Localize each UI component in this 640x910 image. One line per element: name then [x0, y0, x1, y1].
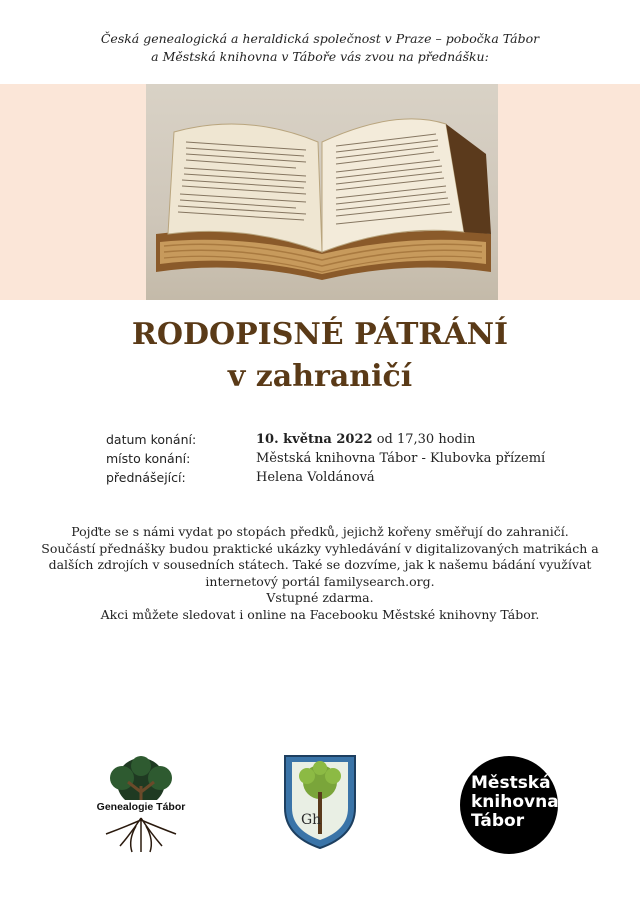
shield-icon: [283, 754, 357, 850]
lecture-title: [0, 314, 640, 398]
description-text: [20, 524, 620, 623]
genealogie-tabor-logo: [92, 756, 190, 854]
speaker-label: přednášející:: [106, 470, 186, 485]
coat-of-arms-logo: [283, 754, 357, 850]
description-line: Pojďte se s námi vydat po stopách předků, jejichž kořeny směřují do zahraničí.: [71, 524, 569, 539]
description-line: dalších zdrojích v sousedních státech. Také se dozvíme, jak k našemu bádání využívat: [48, 557, 592, 572]
old-book-photo: [146, 84, 498, 300]
speaker-row: [106, 468, 586, 487]
intro-line-2: a Městská knihovna v Táboře vás zvou na přednášku:: [151, 49, 489, 64]
genealogie-logo-text: Genealogie Tábor: [88, 800, 194, 814]
intro-text: [0, 30, 640, 66]
description-line: Vstupné zdarma.: [266, 590, 374, 605]
library-logo-line-1: Městská: [471, 773, 551, 793]
mestska-knihovna-logo: [460, 756, 558, 854]
date-row: [106, 430, 586, 449]
date-value: [256, 430, 586, 449]
place-label: místo konání:: [106, 451, 191, 466]
place-row: [106, 449, 586, 468]
description-line: Akci můžete sledovat i online na Facebooku Městské knihovny Tábor.: [100, 606, 540, 622]
library-logo-line-3: Tábor: [471, 811, 525, 831]
title-line-1: RODOPISNÉ PÁTRÁNÍ: [131, 317, 509, 352]
date-label: datum konání:: [106, 432, 197, 447]
library-logo-text: [471, 774, 559, 831]
place-value: Městská knihovna Tábor - Klubovka přízemí: [256, 451, 546, 466]
library-logo-line-2: knihovna: [471, 792, 559, 812]
description-line: internetový portál familysearch.org.: [205, 573, 435, 589]
date-value-bold: 10. května 2022: [256, 432, 373, 447]
title-line-2: v zahraničí: [227, 359, 413, 394]
description-line: Součástí přednášky budou praktické ukázky vyhledávání v digitalizovaných matrikách a: [41, 540, 599, 556]
speaker-value: Helena Voldánová: [256, 470, 375, 485]
coat-letters: Gh: [301, 812, 322, 828]
time-value: od 17,30 hodin: [372, 432, 476, 447]
intro-line-1: Česká genealogická a heraldická společnost v Praze – pobočka Tábor: [100, 31, 540, 46]
open-book-illustration: [146, 84, 498, 300]
event-details: [106, 430, 586, 487]
